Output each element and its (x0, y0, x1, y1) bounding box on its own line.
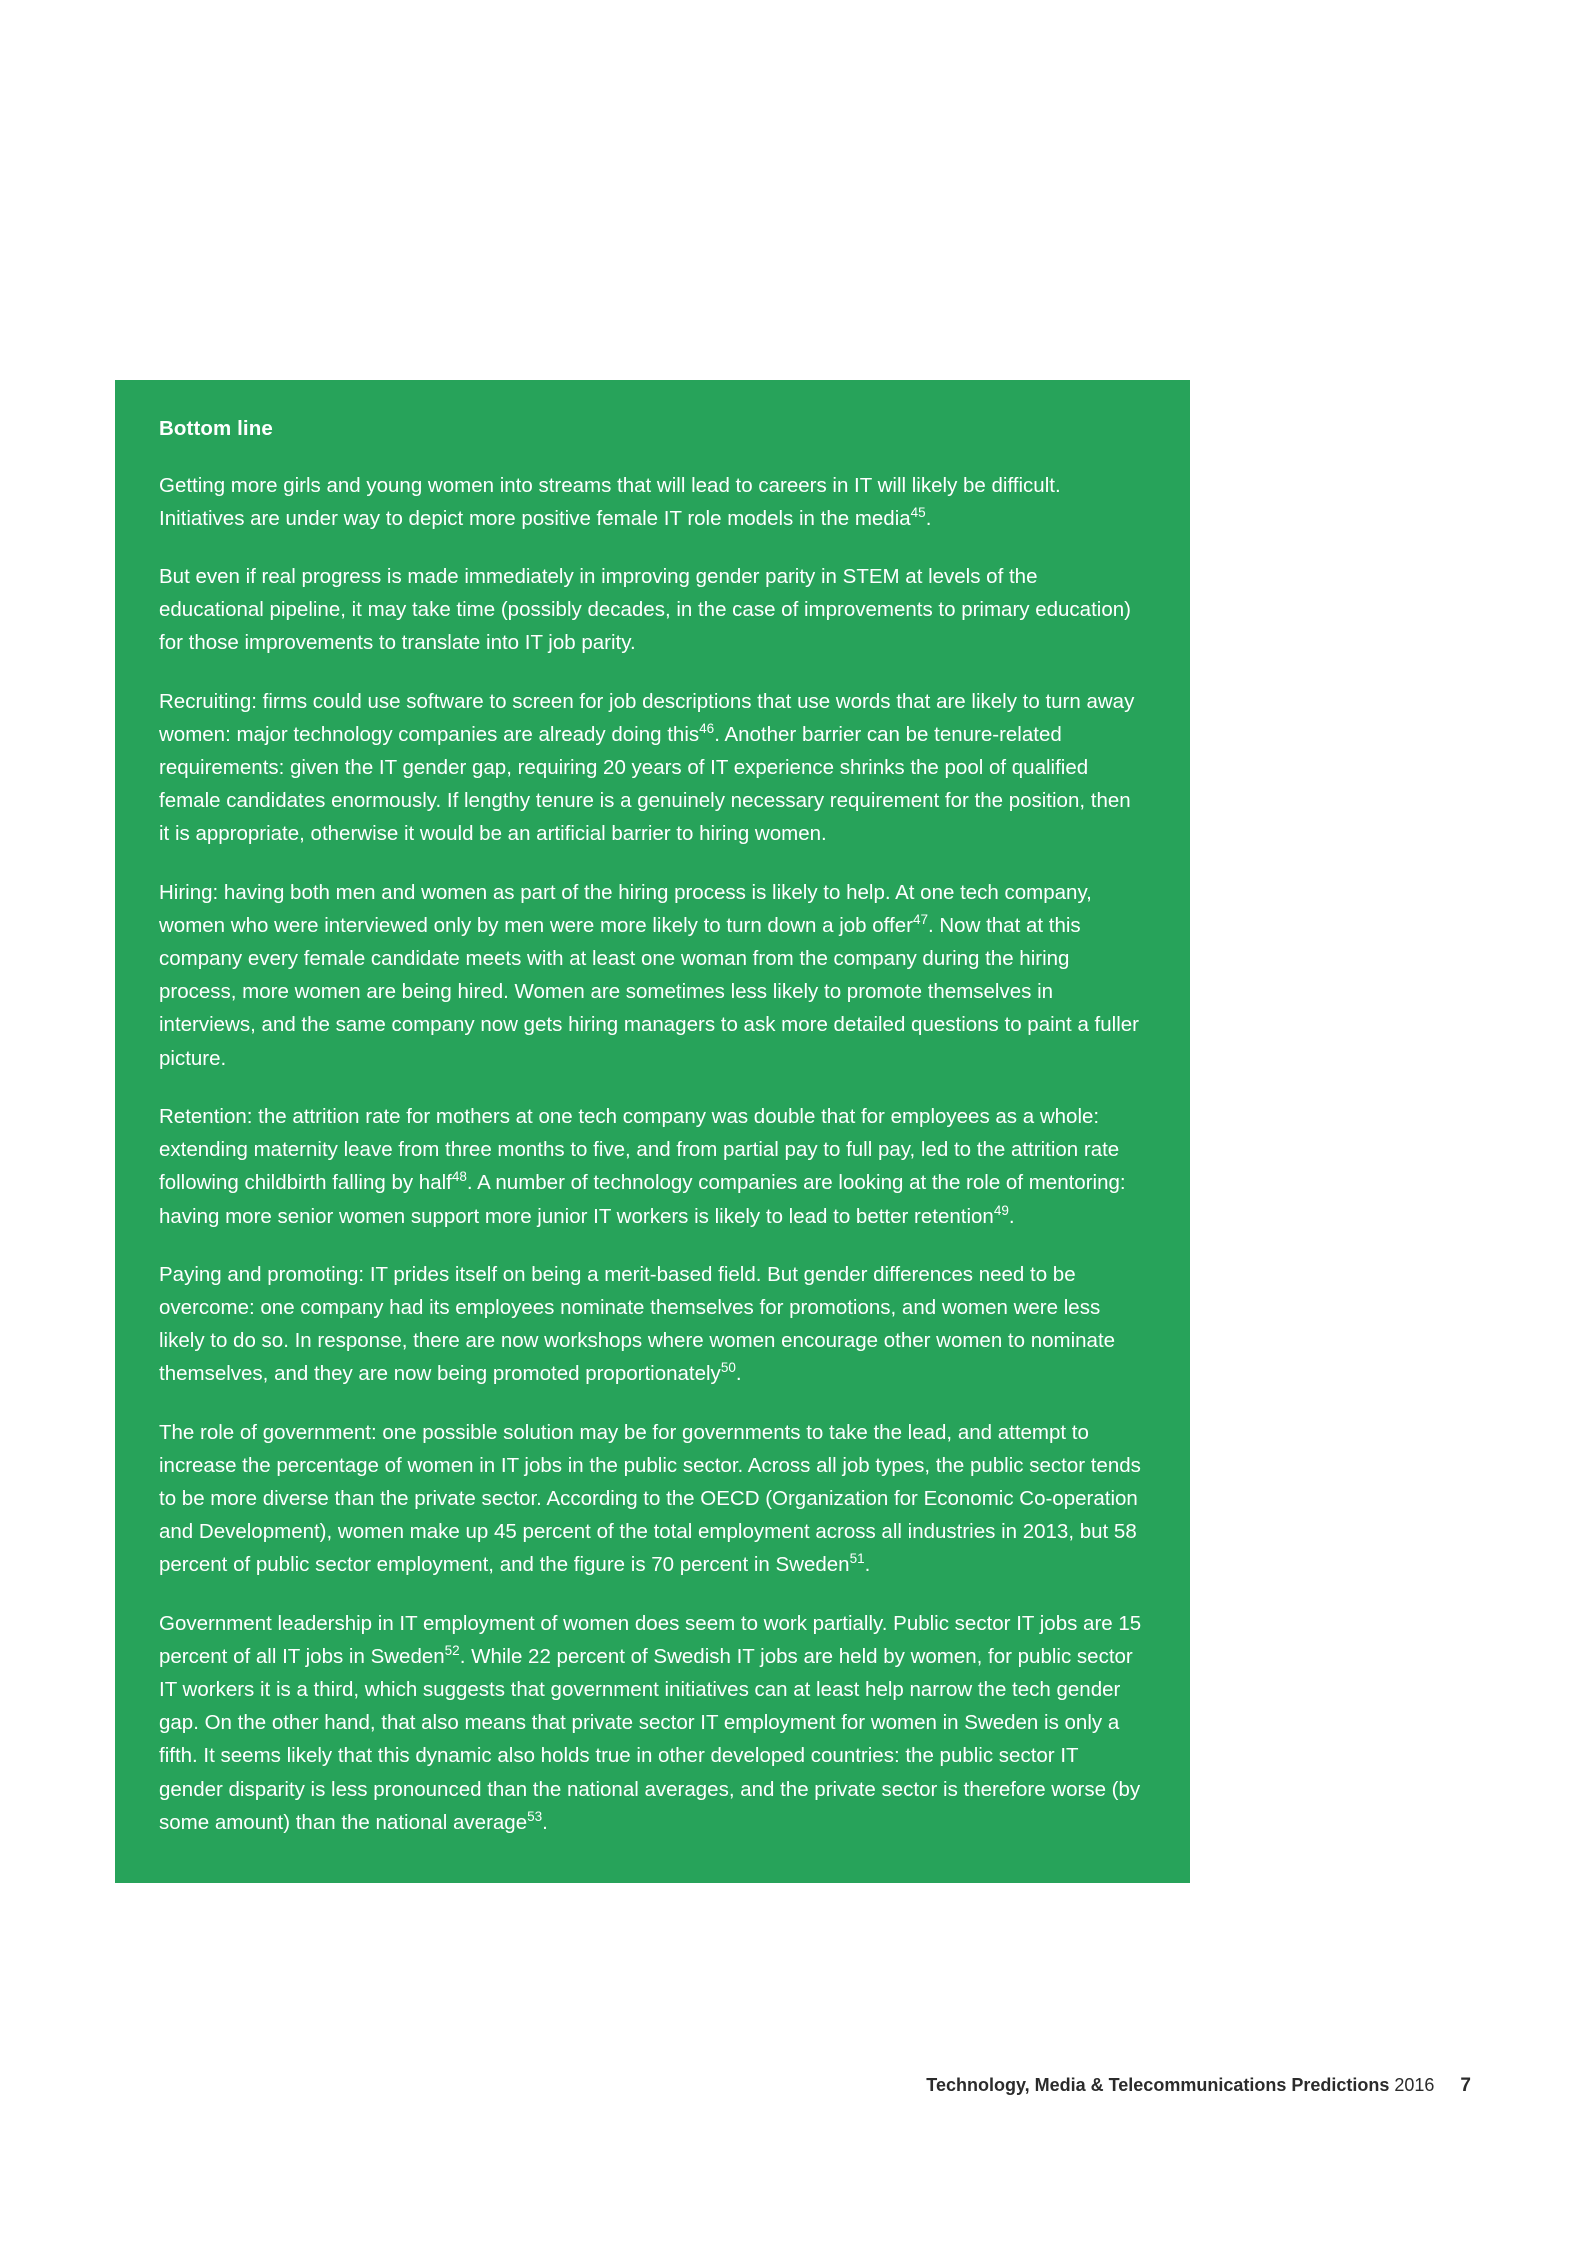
footnote-marker: 47 (912, 912, 928, 928)
panel-paragraph: Hiring: having both men and women as part of the hiring process is likely to help. At one tech company, women who were interviewed only by men were more likely to turn down a job offer$^{47}$. Now that at this company every female candidate meets with at least one woman from the company during the hiring process, more women are being hired. Women are sometimes less likely to promote themselves in interviews, and the same company now gets hiring managers to ask more detailed questions to paint a fuller picture. (159, 880, 1139, 1070)
footer-year: 2016 (1394, 2075, 1435, 2095)
panel-heading: Bottom line (159, 417, 273, 440)
footnote-marker: 52 (444, 1642, 460, 1658)
panel-paragraph: But even if real progress is made immediately in improving gender parity in STEM at levels of the educational pipeline, it may take time (possibly decades, in the case of improvements to primary education) for those improvements to translate into IT job parity. (159, 565, 1131, 655)
footer-title (926, 2075, 1434, 2096)
bottom-line-callout-panel (115, 380, 1190, 1883)
panel-paragraph: Retention: the attrition rate for mothers at one tech company was double that for employees as a whole: extending maternity leave from three months to five, and from partial pay to full pay, led to the attrition rate following childbirth falling by half$^{48}$. A number of technology companies are looking at the role of mentoring: having more senior women support more junior IT workers is likely to lead to better retention$^{49}$. (159, 1104, 1126, 1228)
footer-page-number: 7 (1460, 2075, 1471, 2096)
panel-body (159, 469, 1146, 1839)
panel-paragraph: Recruiting: firms could use software to screen for job descriptions that use words that are likely to turn away women: major technology companies are already doing this$^{46}$. Another barrier can be tenure-related requirements: given the IT gender gap, requiring 20 years of IT experience shrinks the pool of qualified female candidates enormously. If lengthy tenure is a genuinely necessary requirement for the position, then it is appropriate, otherwise it would be an artificial barrier to hiring women. (159, 689, 1135, 846)
panel-paragraph: Government leadership in IT employment of women does seem to work partially. Public sector IT jobs are 15 percent of all IT jobs in Sweden$^{52}$. While 22 percent of Swedish IT jobs are held by women, for public sector IT workers it is a third, which suggests that government initiatives can at least help narrow the tech gender gap. On the other hand, that also means that private sector IT employment for women in Sweden is only a fifth. It seems likely that this dynamic also holds true in other developed countries: the public sector IT gender disparity is less pronounced than the national averages, and the private sector is therefore worse (by some amount) than the national average$^{53}$. (159, 1611, 1142, 1834)
panel-paragraph: Getting more girls and young women into streams that will lead to careers in IT will likely be difficult. Initiatives are under way to depict more positive female IT role models in the media$^{45}$. (159, 473, 1061, 530)
footer-title-bold: Technology, Media & Telecommunications Predictions (926, 2075, 1390, 2095)
panel-paragraph: Paying and promoting: IT prides itself on being a merit-based field. But gender differences need to be overcome: one company had its employees nominate themselves for promotions, and women were less likely to do so. In response, there are now workshops where women encourage other women to nominate themselves, and they are now being promoted proportionately$^{50}$. (159, 1262, 1116, 1386)
page-footer (926, 2075, 1471, 2097)
footnote-marker: 45 (910, 505, 926, 521)
panel-paragraph: The role of government: one possible solution may be for governments to take the lead, and attempt to increase the percentage of women in IT jobs in the public sector. Across all job types, the public sector tends to be more diverse than the private sector. According to the OECD (Organization for Economic Co-operation and Development), women make up 45 percent of the total employment across all industries in 2013, but 58 percent of public sector employment, and the figure is 70 percent in Sweden$^{51}$. (159, 1420, 1141, 1577)
footnote-marker: 49 (993, 1202, 1009, 1218)
footnote-marker: 48 (451, 1169, 467, 1185)
footnote-marker: 50 (720, 1360, 736, 1376)
footnote-marker: 51 (849, 1551, 865, 1567)
footnote-marker: 46 (699, 721, 715, 737)
footnote-marker: 53 (527, 1808, 543, 1824)
